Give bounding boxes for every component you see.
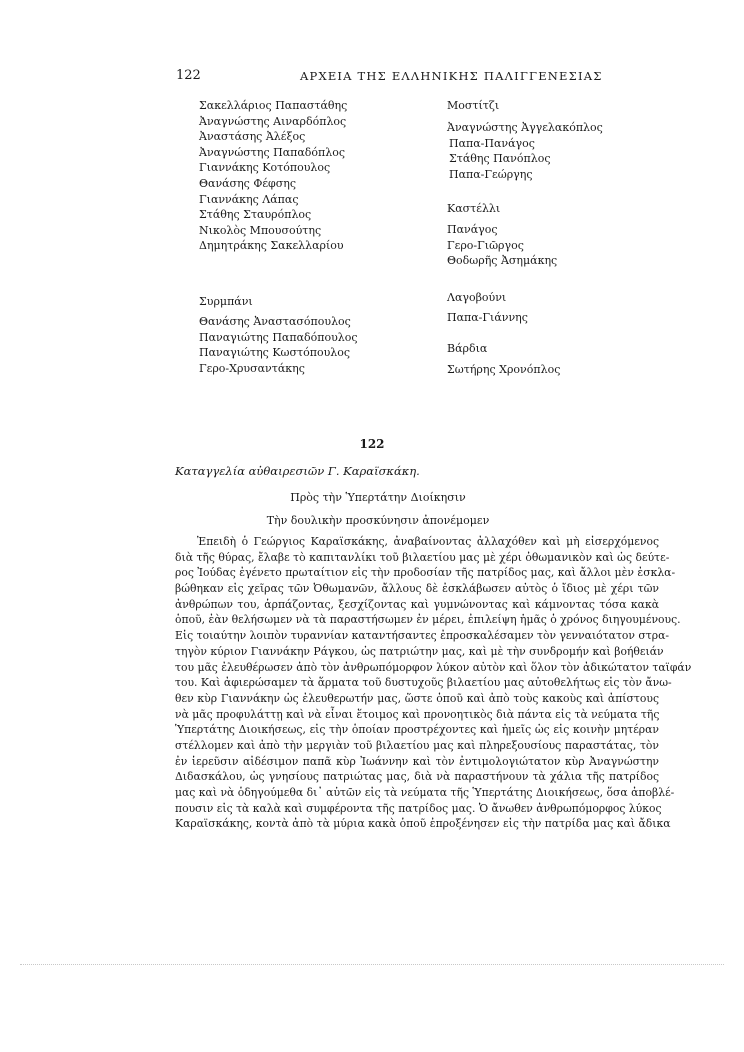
name-entry: Ἀναγνώστης Παπαδόπλος [199, 145, 346, 159]
body-line: Ἐπειδὴ ὁ Γεώργιος Καραϊσκάκης, ἀναβαίνοντας ἀλλαχόθεν καὶ μὴ εἰσερχόμενος [197, 535, 659, 548]
body-line: στέλλομεν καὶ ἀπὸ τὴν μεργιὰν τοῦ βιλαετίου μας καὶ πληρεξουσίους παραστάτας, τὸν [175, 738, 659, 752]
name-entry: Θανάσης Ἀναστασόπουλος [199, 315, 351, 328]
name-entry: Δημητράκης Σακελλαρίου [199, 239, 344, 253]
name-entry: Ἀναστάσης Ἀλέξος [199, 130, 306, 144]
name-entry: Ἀναγνώστης Ἀγγελακόπλος [447, 121, 603, 134]
body-line: τηγὸν κύριον Γιαννάκην Ράγκου, ὡς πατριώτην μας, καὶ μὲ τὴν συνδρομήν καὶ βοήθειάν [175, 644, 664, 658]
name-entry: Παπα-Γεώργης [449, 167, 533, 181]
body-line: του μᾶς ἐλευθέρωσεν ἀπὸ τὸν ἀνθρωπόμορφον λύκον αὐτὸν καὶ ὅλον τὸν ἀδικώτατον ταϊφάν [175, 660, 692, 674]
body-line: πουσιν εἰς τὰ καλὰ καὶ συμφέροντα τῆς πατρίδος μας. Ὁ ἄνωθεν ἀνθρωπόμορφος λύκος [175, 801, 662, 815]
place-heading-vardia: Βάρδια [447, 342, 488, 355]
body-line: ἀνθρώπων του, ἁρπάζοντας, ξεσχίζοντας καὶ γυμνώνοντας καὶ κάμνοντας τόσα κακὰ [175, 597, 659, 611]
body-line: μας καὶ νὰ ὁδηγούμεθα δι᾽ αὐτῶν εἰς τὰ νεύματα τῆς Ὑπερτάτης Διοικήσεως, ὅσα ἀποβλέ- [175, 786, 675, 799]
body-line: ρος Ἰούδας ἐγένετο πρωταίτιον εἰς τὴν προδοσίαν τῆς πατρίδος μας, καὶ ἄλλοι μὲν ἐσκλα- [175, 566, 676, 580]
names-list-syrmpani [199, 314, 358, 376]
name-entry: Θοδωρῆς Ἀσημάκης [447, 254, 558, 268]
body-line: Διδασκάλου, ὡς γνησίους πατριώτας μας, διὰ νὰ παραστήνουν τὰ χάλια τῆς πατρίδος [175, 770, 659, 784]
name-entry: Νικολὸς Μπουσούτης [199, 223, 322, 237]
place-heading-mostitsi: Μοστίτζι [447, 99, 500, 112]
body-line: ὁποῦ, ἐὰν θελήσωμεν νὰ τὰ παραστήσωμεν ἐν μέρει, ἐπιλείψη ἡμᾶς ὁ χρόνος διηγουμένους. [175, 613, 681, 627]
names-list-main [199, 98, 347, 254]
body-line: του. Καὶ ἀφιερώσαμεν τὰ ἅρματα τοῦ δυστυχοῦς βιλαετίου μας αὐτοθελήτως εἰς τὸν ἄνω- [175, 676, 672, 690]
names-list-vardia [447, 362, 560, 378]
name-entry: Θανάσης Φέφσης [199, 176, 296, 190]
document-body [175, 534, 692, 832]
body-line: διὰ τῆς θύρας, ἔλαβε τὸ καπιτανλίκι τοῦ βιλαετίου μας μὲ χέρι ὀθωμανικὸν καὶ ὡς δεύτε- [175, 550, 670, 564]
names-list-kastelli [447, 222, 557, 269]
body-line: νὰ μᾶς προφυλάττῃ καὶ νὰ εἶναι ἕτοιμος καὶ προνοητικὸς διὰ πάντα εἰς τὰ νεύματα τῆς [175, 707, 660, 721]
body-line: Εἰς τοιαύτην λοιπὸν τυραννίαν καταντήσαντες ἐπροσκαλέσαμεν τὸν γενναιότατον στρα- [175, 629, 670, 643]
body-line: βώθηκαν εἰς χεῖρας τῶν Ὀθωμανῶν, ἄλλους δὲ ἐσκλάβωσεν αὐτὸς ὁ ἴδιος μὲ χέρι τῶν [175, 582, 659, 596]
page-number: 122 [176, 68, 201, 83]
name-entry: Στάθης Σταυρόπλος [199, 208, 312, 222]
running-title: ΑΡΧΕΙΑ ΤΗΣ ΕΛΛΗΝΙΚΗΣ ΠΑΛΙΓΓΕΝΕΣΙΑΣ [300, 69, 603, 83]
name-entry: Γιαννάκης Κοτόπουλος [199, 161, 331, 175]
name-entry: Γιαννάκης Λάπας [199, 192, 299, 206]
name-entry: Παναγιώτης Παπαδόπουλος [199, 330, 358, 344]
name-entry: Πανάγος [447, 223, 498, 236]
name-entry: Παπα-Πανάγος [449, 136, 535, 150]
address-line: Πρὸς τὴν Ὑπερτάτην Διοίκησιν [290, 491, 466, 504]
name-entry: Ἀναγνώστης Αιναρδόπλος [199, 114, 347, 128]
scan-edge-divider [20, 964, 724, 965]
salutation-line: Τὴν δουλικὴν προσκύνησιν ἀπονέμομεν [266, 514, 490, 527]
body-line: θεν κὺρ Γιαννάκην ὡς ἐλευθερωτήν μας, ὥστε ὁποῦ καὶ ἀπὸ τοὺς κακοὺς καὶ ἀπίστους [175, 691, 659, 705]
document-number: 122 [359, 437, 385, 451]
document-title: Καταγγελία αὐθαιρεσιῶν Γ. Καραϊσκάκη. [175, 464, 420, 478]
body-line: ἐν ἱερεῦσιν αἰδέσιμον παπᾶ κὺρ Ἰωάννην καὶ τὸν ἐντιμολογιώτατον κὺρ Ἀναγνώστην [175, 754, 659, 768]
name-entry: Σωτήρης Χρονόπλος [447, 363, 561, 376]
name-entry: Γερο-Χρυσαντάκης [199, 361, 305, 375]
body-line: Ὑπερτάτης Διοικήσεως, εἰς τὴν ὁποίαν προστρέχοντες καὶ ἡμεῖς ὡς εἰς κοινὴν μητέραν [175, 723, 659, 737]
place-heading-kastelli: Καστέλλι [447, 202, 501, 215]
name-entry: Παναγιώτης Κωστόπουλος [199, 346, 351, 360]
name-entry: Παπα-Γιάννης [447, 311, 528, 324]
body-line: Καραϊσκάκης, κοντὰ ἀπὸ τὰ μύρια κακὰ ὁποῦ ἐπροξένησεν εἰς τὴν πατρίδα μας καὶ ἄδικα [175, 817, 671, 831]
name-entry: Γερο-Γιῶργος [447, 238, 524, 252]
names-list-lagovouni [447, 310, 528, 326]
place-heading-syrmpani: Συρμπάνι [199, 295, 253, 308]
place-heading-lagovouni: Λαγοβούνι [447, 291, 507, 304]
name-entry: Σακελλάριος Παπαστάθης [199, 99, 348, 112]
names-list-mostitsi [447, 120, 603, 182]
name-entry: Στάθης Πανόπλος [449, 152, 551, 166]
